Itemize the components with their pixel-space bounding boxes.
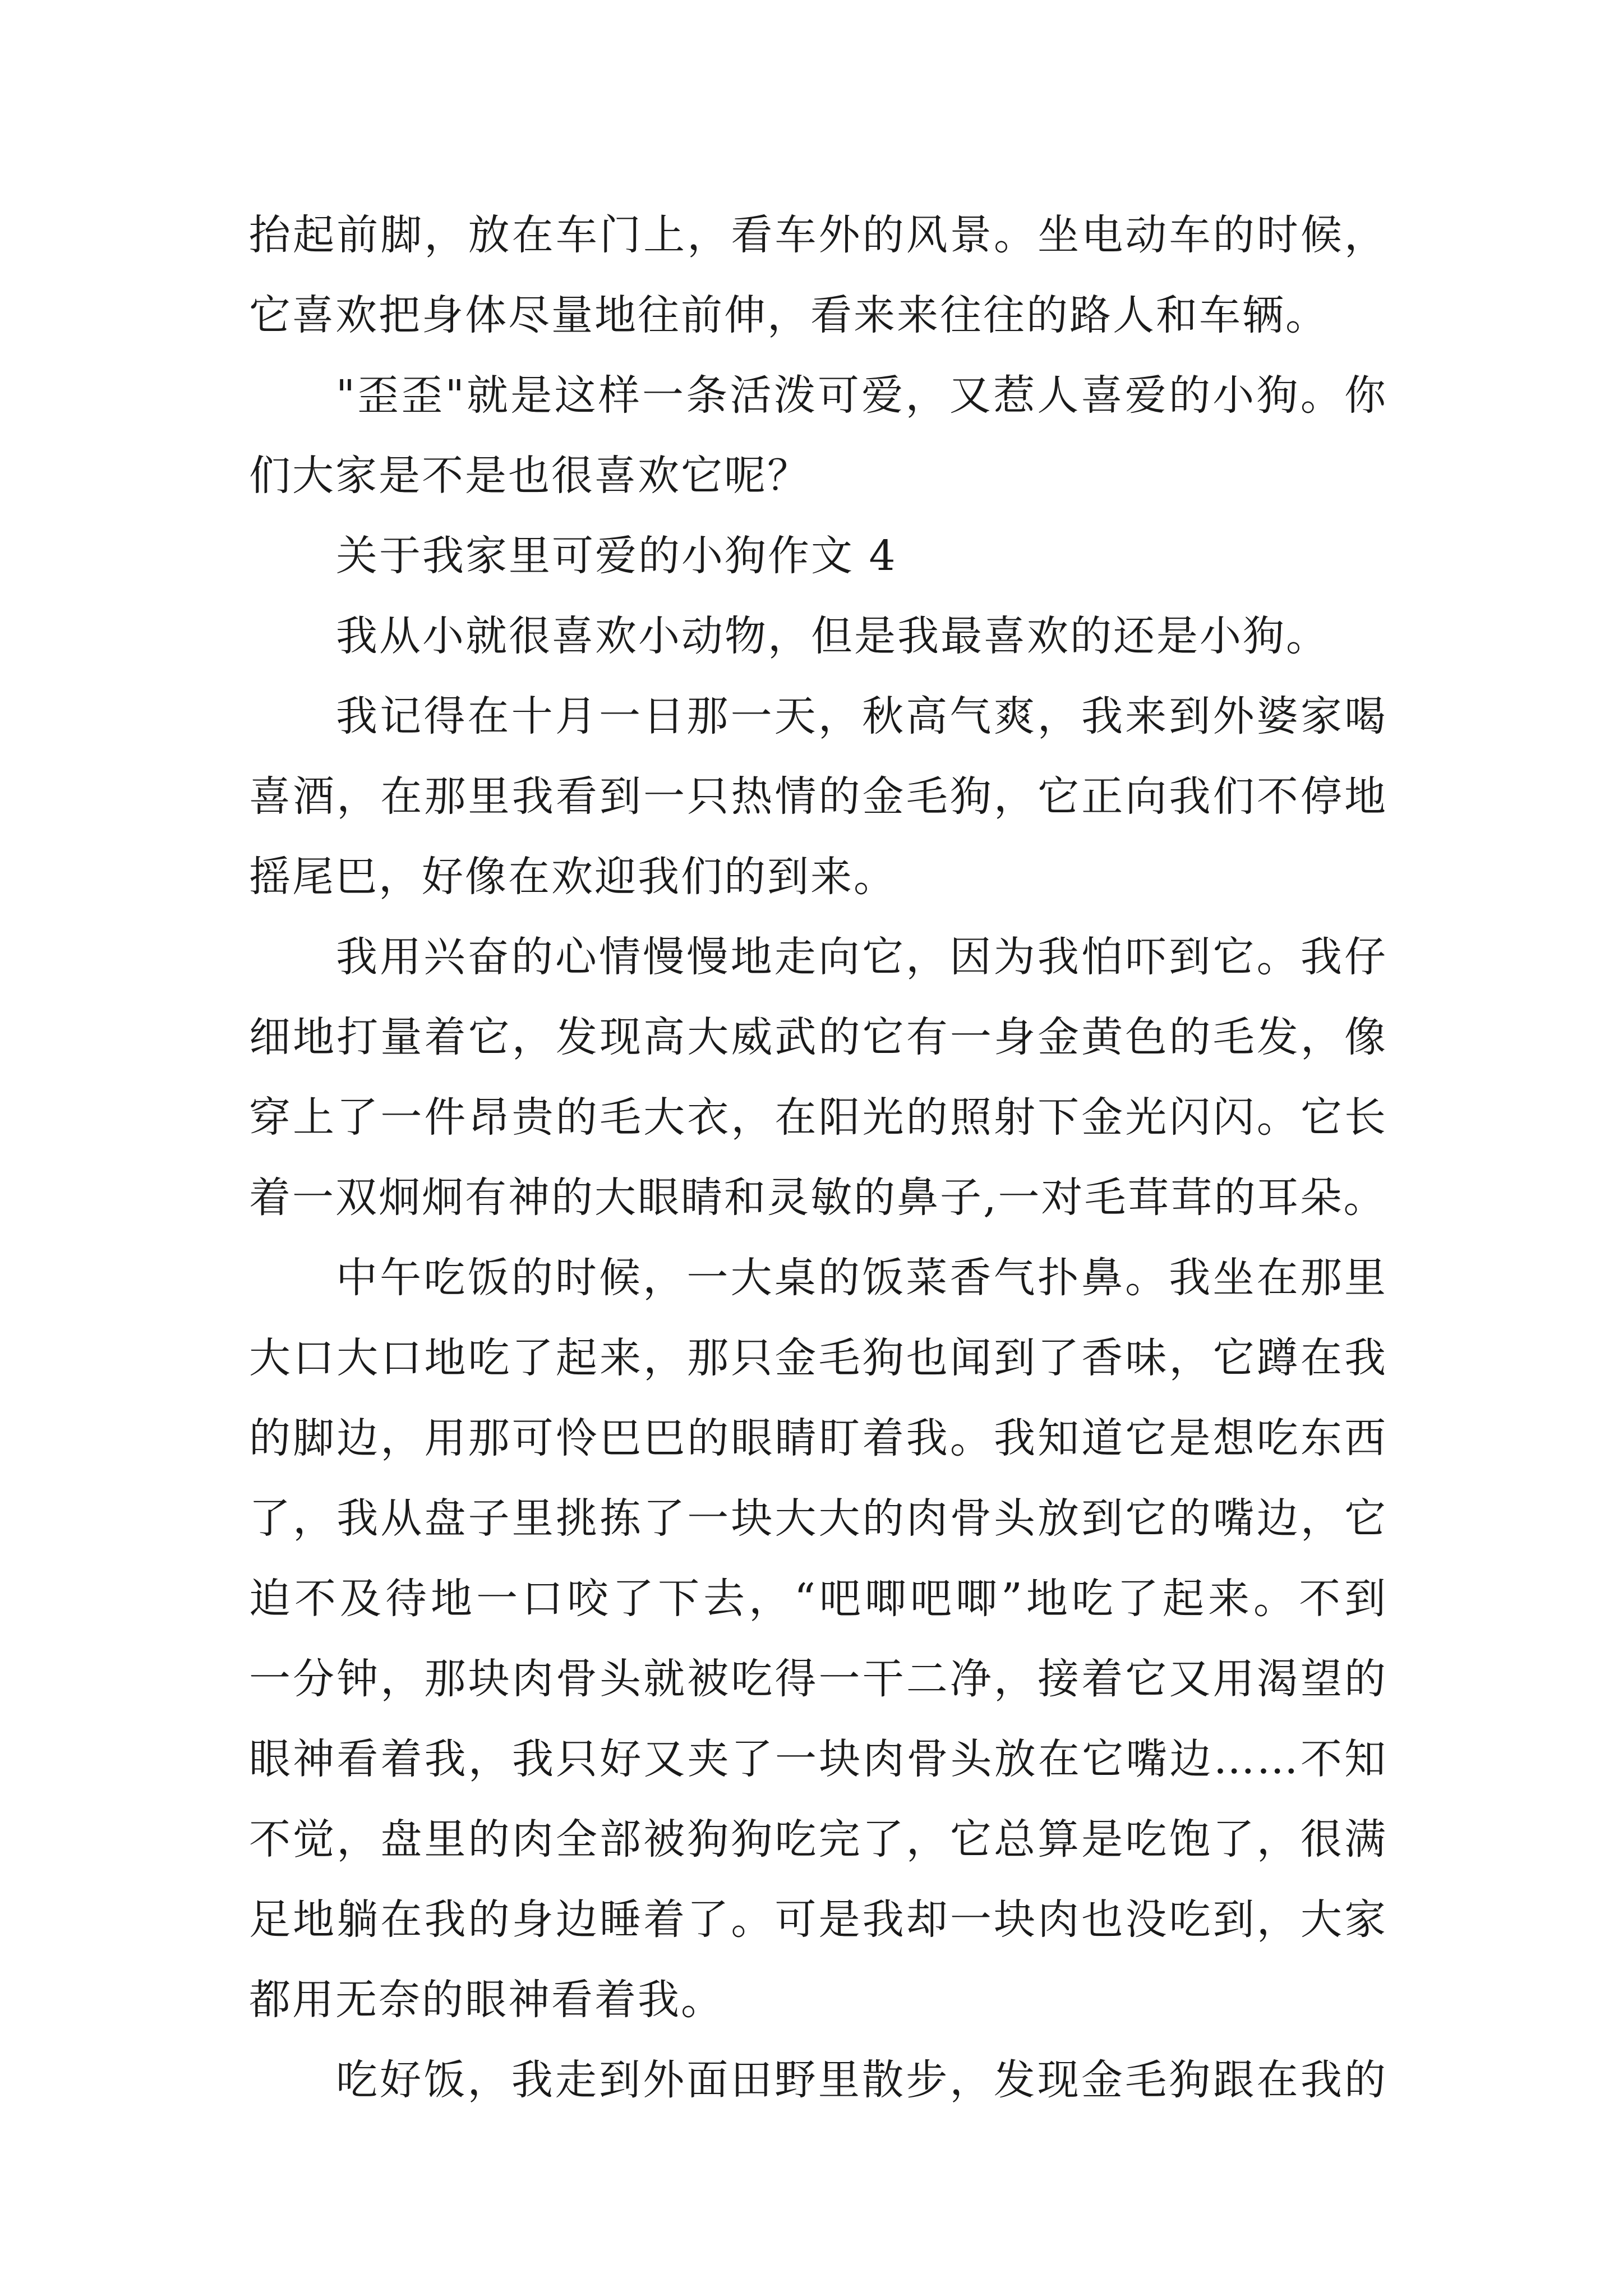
text-line: 迫不及待地一口咬了下去，“吧唧吧唧”地吃了起来。不到 — [249, 1575, 1387, 1623]
text-line: 们大家是不是也很喜欢它呢？ — [249, 452, 810, 500]
paragraph-start-line: 中午吃饭的时候，一大桌的饭菜香气扑鼻。我坐在那里 — [336, 1254, 1387, 1302]
paragraph-start-line: 我记得在十月一日那一天，秋高气爽，我来到外婆家喝 — [336, 692, 1387, 740]
text-line: 一分钟，那块肉骨头就被吃得一干二净，接着它又用渴望的 — [249, 1655, 1387, 1703]
text-line: 穿上了一件昂贵的毛大衣，在阳光的照射下金光闪闪。它长 — [249, 1093, 1387, 1142]
paragraph-start-line: 我用兴奋的心情慢慢地走向它，因为我怕吓到它。我仔 — [336, 933, 1387, 981]
paragraph-start-line: "歪歪"就是这样一条活泼可爱，又惹人喜爱的小狗。你 — [336, 371, 1387, 420]
paragraph-start-line: 关于我家里可爱的小狗作文 4 — [336, 532, 897, 580]
paragraph-start-line: 我从小就很喜欢小动物，但是我最喜欢的还是小狗。 — [336, 612, 1329, 660]
text-line: 眼神看着我，我只好又夹了一块肉骨头放在它嘴边……不知 — [249, 1735, 1387, 1783]
text-line: 喜酒，在那里我看到一只热情的金毛狗，它正向我们不停地 — [249, 772, 1387, 821]
essay-body — [249, 195, 1387, 2120]
text-line: 摇尾巴，好像在欢迎我们的到来。 — [249, 853, 897, 901]
text-line: 着一双炯炯有神的大眼睛和灵敏的鼻子,一对毛茸茸的耳朵。 — [249, 1174, 1387, 1222]
text-line: 细地打量着它，发现高大威武的它有一身金黄色的毛发，像 — [249, 1013, 1387, 1061]
text-line: 抬起前脚，放在车门上，看车外的风景。坐电动车的时候， — [249, 211, 1387, 259]
text-line: 大口大口地吃了起来，那只金毛狗也闻到了香味，它蹲在我 — [249, 1334, 1387, 1382]
text-line: 不觉，盘里的肉全部被狗狗吃完了，它总算是吃饱了，很满 — [249, 1815, 1387, 1864]
text-line: 都用无奈的眼神看着我。 — [249, 1976, 724, 2024]
paragraph-start-line: 吃好饭，我走到外面田野里散步，发现金毛狗跟在我的 — [336, 2056, 1387, 2104]
text-line: 的脚边，用那可怜巴巴的眼睛盯着我。我知道它是想吃东西 — [249, 1414, 1387, 1462]
text-line: 它喜欢把身体尽量地往前伸，看来来往往的路人和车辆。 — [249, 291, 1329, 339]
text-line: 了，我从盘子里挑拣了一块大大的肉骨头放到它的嘴边，它 — [249, 1494, 1387, 1543]
text-line: 足地躺在我的身边睡着了。可是我却一块肉也没吃到，大家 — [249, 1895, 1387, 1944]
